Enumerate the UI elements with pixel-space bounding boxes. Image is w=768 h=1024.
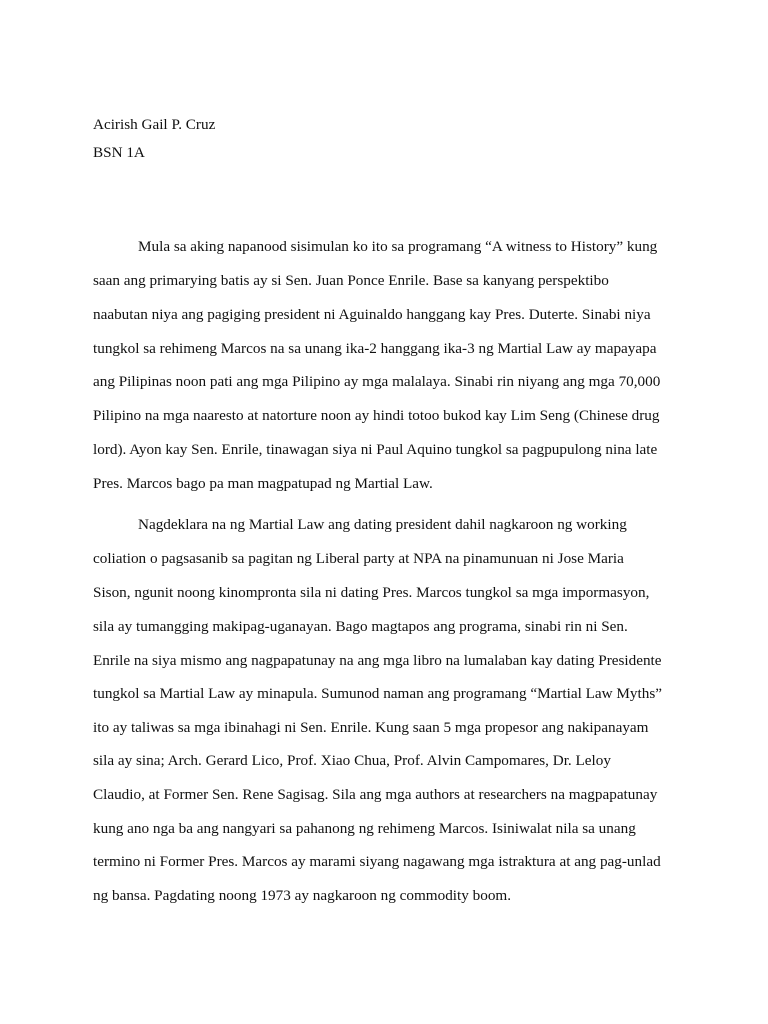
body-line: ng bansa. Pagdating noong 1973 ay nagkaroon ng commodity boom. <box>93 887 512 904</box>
body-line: saan ang primarying batis ay si Sen. Juan Ponce Enrile. Base sa kanyang perspektibo <box>93 272 609 289</box>
body-line: Nagdeklara na ng Martial Law ang dating president dahil nagkaroon ng working <box>138 516 627 533</box>
body-line: Pilipino na mga naaresto at natorture noon ay hindi totoo bukod kay Lim Seng (Chinese drug <box>93 407 660 424</box>
body-line: sila ay tumangging makipag-uganayan. Bago magtapos ang programa, sinabi rin ni Sen. <box>93 618 628 635</box>
course-section: BSN 1A <box>93 144 145 161</box>
body-line: naabutan niya ang pagiging president ni Aguinaldo hanggang kay Pres. Duterte. Sinabi niya <box>93 306 651 323</box>
body-line: ang Pilipinas noon pati ang mga Pilipino ay mga malalaya. Sinabi rin niyang ang mga 70,000 <box>93 373 661 390</box>
body-line: Pres. Marcos bago pa man magpatupad ng Martial Law. <box>93 475 433 492</box>
body-line: Enrile na siya mismo ang nagpapatunay na ang mga libro na lumalaban kay dating Presidente <box>93 652 662 669</box>
body-line: kung ano nga ba ang nangyari sa pahanong ng rehimeng Marcos. Isiniwalat nila sa unang <box>93 820 636 837</box>
body-line: Mula sa aking napanood sisimulan ko ito sa programang “A witness to History” kung <box>138 238 658 255</box>
body-line: tungkol sa rehimeng Marcos na sa unang ika-2 hanggang ika-3 ng Martial Law ay mapayapa <box>93 340 657 357</box>
body-line: sila ay sina; Arch. Gerard Lico, Prof. Xiao Chua, Prof. Alvin Campomares, Dr. Leloy <box>93 752 611 769</box>
body-line: coliation o pagsasanib sa pagitan ng Liberal party at NPA na pinamunuan ni Jose Maria <box>93 550 624 567</box>
body-line: ito ay taliwas sa mga ibinahagi ni Sen. Enrile. Kung saan 5 mga propesor ang nakipanayam <box>93 719 649 736</box>
body-line: tungkol sa Martial Law ay minapula. Sumunod naman ang programang “Martial Law Myths” <box>93 685 662 702</box>
body-line: Claudio, at Former Sen. Rene Sagisag. Sila ang mga authors at researchers na magpapatunay <box>93 786 658 803</box>
body-line: lord). Ayon kay Sen. Enrile, tinawagan siya ni Paul Aquino tungkol sa pagpupulong nina late <box>93 441 658 458</box>
body-line: Sison, ngunit noong kinompronta sila ni dating Pres. Marcos tungkol sa mga impormasyon, <box>93 584 650 601</box>
author-name: Acirish Gail P. Cruz <box>93 116 216 133</box>
body-line: termino ni Former Pres. Marcos ay marami siyang nagawang mga istraktura at ang pag-unlad <box>93 853 661 870</box>
